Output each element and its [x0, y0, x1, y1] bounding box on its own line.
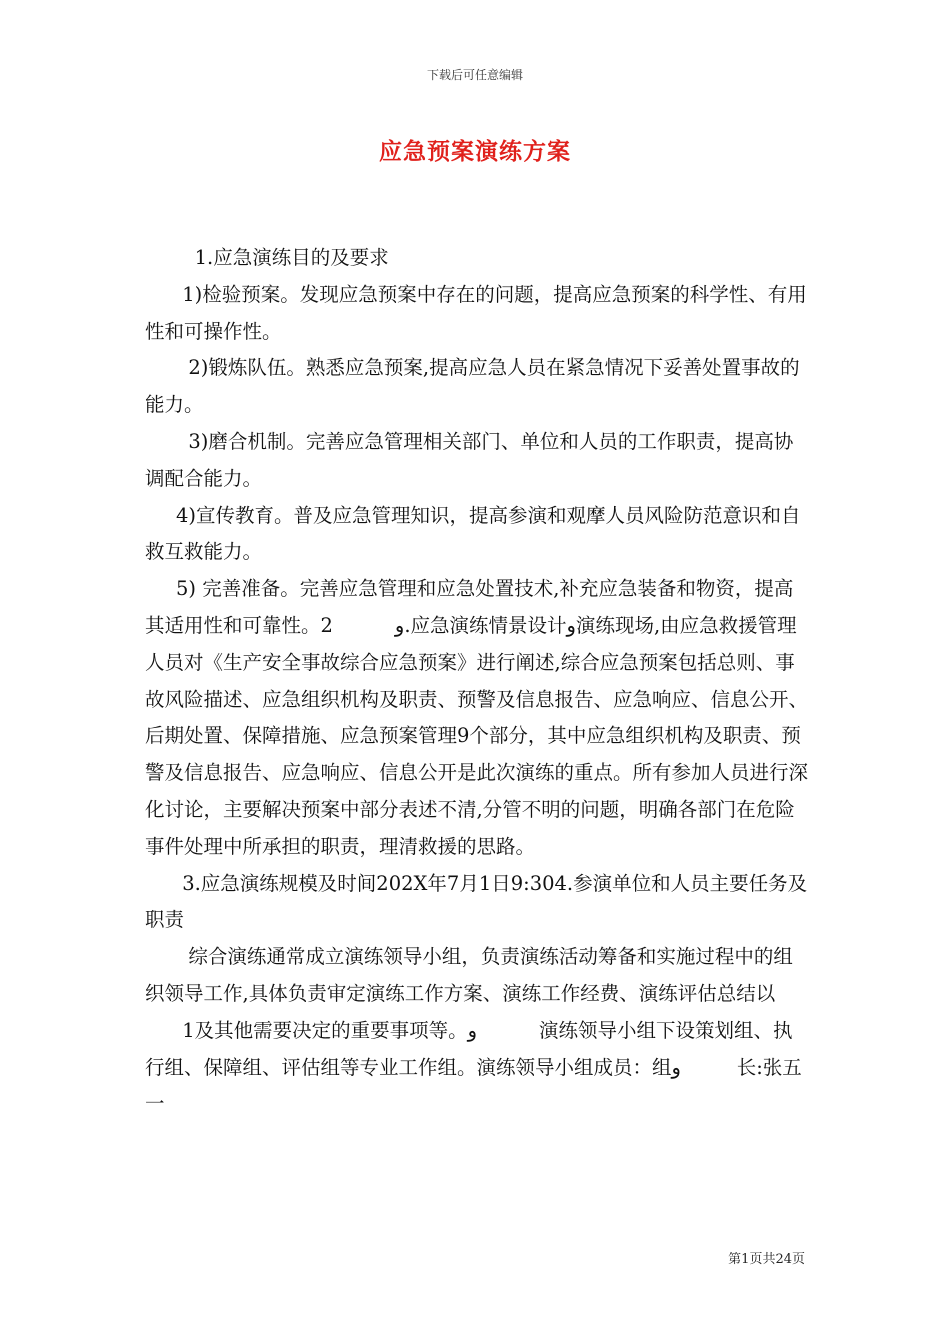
- paragraph: 3)磨合机制。完善应急管理相关部门、单位和人员的工作职责，提高协调配合能力。: [145, 429, 794, 490]
- paragraph: 1)检验预案。发现应急预案中存在的问题，提高应急预案的科学性、有用性和可操作性。: [145, 282, 807, 343]
- paragraph: 1及其他需要决定的重要事项等。و 演练领导小组下设策划组、执行组、保障组、评估组等专业工作组。演练领导小组成员：组و 长:张五一: [145, 1018, 802, 1116]
- paragraph: 综合演练通常成立演练领导小组，负责演练活动筹备和实施过程中的组织领导工作,具体负责审定演练工作方案、演练工作经费、演练评估总结以: [145, 945, 793, 1005]
- document-title: 应急预案演练方案: [379, 138, 571, 165]
- paragraph: 3.应急演练规模及时间202X年7月1日9:304.参演单位和人员主要任务及职责: [145, 871, 808, 932]
- document-body: [145, 240, 810, 1123]
- paragraph: 2)锻炼队伍。熟悉应急预案,提高应急人员在紧急情况下妥善处置事故的能力。: [145, 356, 800, 417]
- page-number: 第1页共24页: [728, 1252, 805, 1267]
- page-header: 下载后可任意编辑: [426, 68, 523, 82]
- paragraph: 5) 完善准备。完善应急管理和应急处置技术,补充应急装备和物资，提高其适用性和可靠性。2 و.应急演练情景设计و演练现场,由应急救援管理人员对《生产安全事故综合应急预案》进行阐述,综合应急预案包括总则、事故风险描述、应急组织机构及职责、预警及信息报告、应急响应、信息公开、后期处置、保障措施、应急预案管理9个部分，其中应急组织机构及职责、预警及信息报告、应急响应、信息公开是此次演练的重点。所有参加人员进行深化讨论，主要解决预案中部分表述不清,分管不明的问题，明确各部门在危险事件处理中所承担的职责，理清救援的思路。: [145, 577, 809, 858]
- paragraph: 1.应急演练目的及要求: [145, 246, 389, 269]
- paragraph: 4)宣传教育。普及应急管理知识，提高参演和观摩人员风险防范意识和自救互救能力。: [145, 503, 801, 564]
